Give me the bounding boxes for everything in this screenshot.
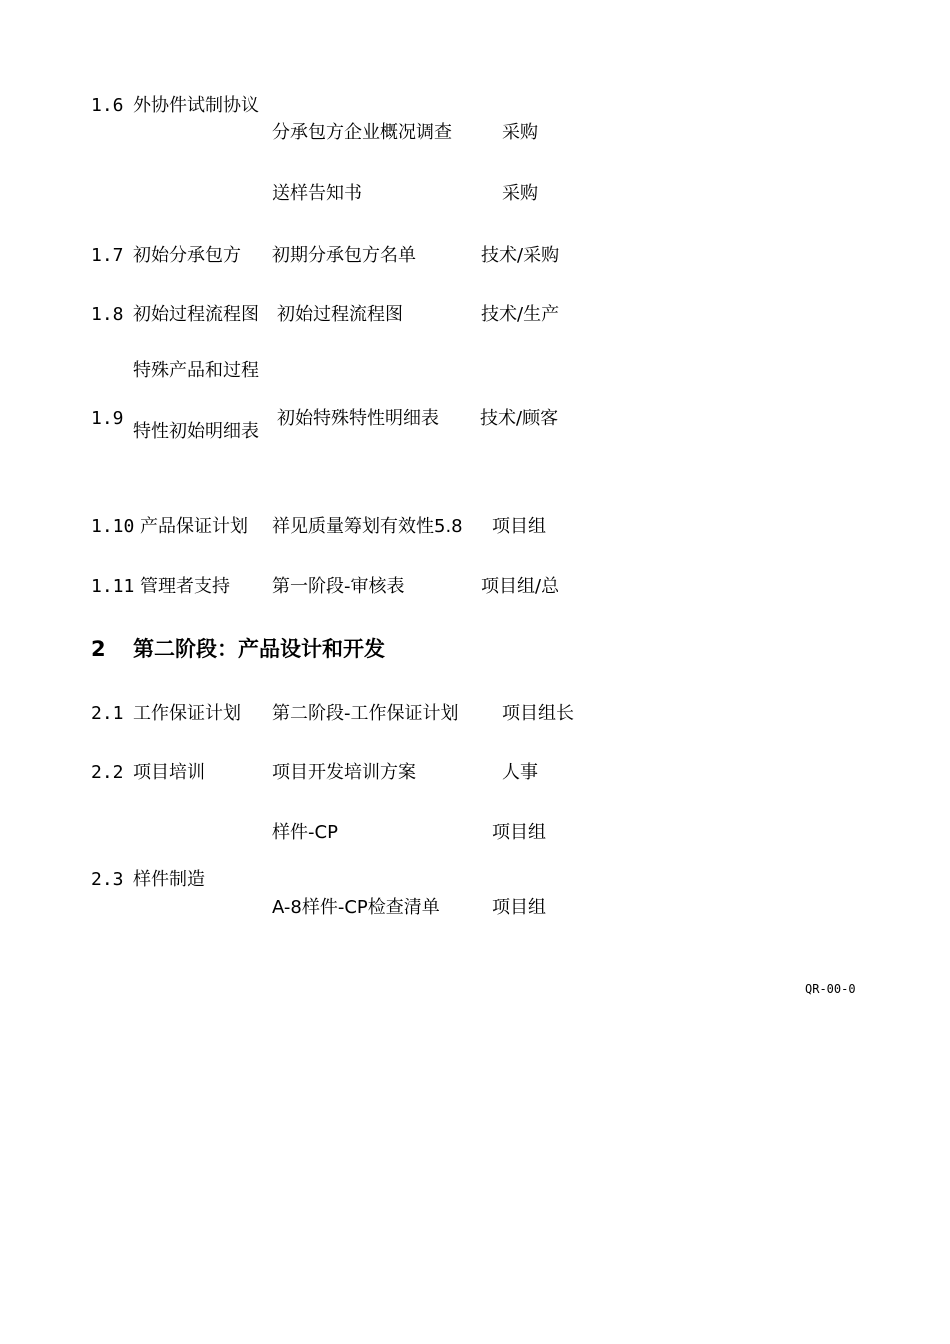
item-title: 样件制造	[133, 869, 205, 890]
item-title: 初始分承包方	[133, 245, 241, 266]
responsible-party: 采购	[502, 183, 538, 204]
responsible-party: 项目组	[492, 897, 546, 918]
item-title: 管理者支持	[140, 576, 230, 597]
responsible-party: 项目组	[492, 822, 546, 843]
item-title: 产品保证计划	[140, 516, 248, 537]
item-number: 1.9	[91, 408, 124, 429]
document-name: 第一阶段-审核表	[272, 576, 405, 597]
document-name: 祥见质量筹划有效性5.8	[272, 516, 463, 537]
item-number: 1.7	[91, 245, 124, 266]
item-number: 1.10	[91, 516, 135, 537]
responsible-party: 技术/顾客	[480, 408, 559, 429]
item-number: 1.8	[91, 304, 124, 325]
responsible-party: 技术/生产	[481, 304, 560, 325]
section-title: 第二阶段：产品设计和开发	[133, 637, 385, 661]
responsible-party: 采购	[502, 122, 538, 143]
item-title: 初始过程流程图	[133, 304, 259, 325]
responsible-party: 项目组长	[502, 703, 574, 724]
item-title: 外协件试制协议	[133, 95, 259, 116]
item-number: 2.1	[91, 703, 124, 724]
item-title-line1: 特殊产品和过程	[133, 360, 259, 381]
form-code: QR-00-0	[805, 982, 856, 996]
item-title-line2: 特性初始明细表	[133, 421, 259, 442]
item-number: 1.11	[91, 576, 135, 597]
item-number: 2.2	[91, 762, 124, 783]
responsible-party: 项目组	[492, 516, 546, 537]
item-number: 2.3	[91, 869, 124, 890]
item-number: 1.6	[91, 95, 124, 116]
document-name: 第二阶段-工作保证计划	[272, 703, 459, 724]
responsible-party: 人事	[502, 762, 538, 783]
document-name: 送样告知书	[272, 183, 362, 204]
item-title: 工作保证计划	[133, 703, 241, 724]
document-name: A-8样件-CP检查清单	[272, 897, 440, 918]
responsible-party: 项目组/总	[481, 576, 560, 597]
section-number: 2	[91, 637, 106, 661]
document-name: 初期分承包方名单	[272, 245, 416, 266]
document-name: 初始过程流程图	[277, 304, 403, 325]
document-name: 项目开发培训方案	[272, 762, 416, 783]
responsible-party: 技术/采购	[481, 245, 560, 266]
document-name: 分承包方企业概况调查	[272, 122, 452, 143]
document-name: 样件-CP	[272, 822, 338, 843]
document-name: 初始特殊特性明细表	[277, 408, 439, 429]
item-title: 项目培训	[133, 762, 205, 783]
